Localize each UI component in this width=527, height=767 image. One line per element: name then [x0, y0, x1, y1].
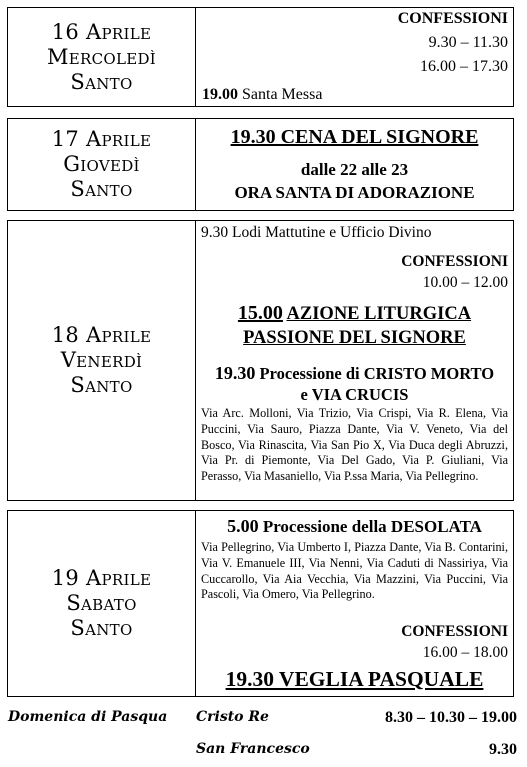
day-title [8, 119, 196, 210]
confessioni-time: 16.00 – 18.00 [422, 644, 508, 661]
day-block-18-aprile [7, 220, 514, 501]
confessioni-label: CONFESSIONI [397, 10, 508, 27]
day-suffix: Santo [70, 616, 133, 640]
footer-place-name: Cristo Re [196, 709, 269, 725]
processione-title: Processione della DESOLATA [262, 517, 482, 536]
day-weekday: Giovedì [63, 152, 140, 176]
day-suffix: Santo [70, 177, 133, 201]
confessioni-label: CONFESSIONI [401, 623, 508, 640]
azione-line-2: PASSIONE DEL SIGNORE [243, 328, 466, 348]
messa-line [202, 86, 322, 104]
confessioni-label: CONFESSIONI [401, 253, 508, 270]
cena-heading: 19.30 CENA DEL SIGNORE [230, 126, 479, 148]
day-date: 18 Aprile [51, 323, 152, 347]
day-weekday: Mercoledì [46, 44, 157, 69]
azione-title: AZIONE LITURGICA [286, 304, 472, 324]
footer-title: Domenica di Pasqua [8, 709, 168, 725]
ora-santa-label: ORA SANTA DI ADORAZIONE [234, 183, 475, 202]
day-suffix: Santo [70, 373, 133, 397]
azione-line-1 [196, 302, 513, 325]
azione-time: 15.00 [237, 302, 283, 324]
day-content [196, 511, 513, 696]
processione-route: Via Arc. Molloni, Via Trizio, Via Crispi, Via R. Elena, Via Puccini, Via Sauro, Piazza Dante, Via V. Veneto, Via del Bosco, Via Rinascita, Via San Pio X, Via Duca degli Abruzzi, Via Pr. di Piemonte, Via Del Gado, Via P. Giuliani, Via Perasso, Via Masaniello, Via P.ssa Maria, Via Pellegrino. [201, 406, 508, 484]
day-block-16-aprile [7, 7, 514, 107]
day-content [196, 119, 513, 210]
messa-label: Santa Messa [242, 86, 323, 103]
confessioni-time: 16.00 – 17.30 [420, 58, 508, 75]
day-title [8, 221, 196, 500]
footer-place-name: San Francesco [196, 741, 310, 757]
messa-time: 19.00 [202, 86, 238, 103]
ora-santa-time: dalle 22 alle 23 [300, 160, 409, 179]
day-date: 17 Aprile [51, 127, 152, 151]
processione-time: 19.30 [214, 363, 256, 383]
veglia-heading: 19.30 VEGLIA PASQUALE [225, 667, 484, 691]
processione-line-1 [196, 363, 513, 384]
processione-time: 5.00 [227, 516, 259, 536]
confessioni-time: 9.30 – 11.30 [428, 34, 508, 51]
day-weekday: Sabato [66, 591, 137, 615]
processione-title: Processione di CRISTO MORTO [259, 364, 495, 383]
day-content [196, 8, 513, 106]
day-date: 19 Aprile [51, 566, 152, 590]
day-block-19-aprile [7, 510, 514, 697]
day-title [8, 511, 196, 696]
day-block-17-aprile [7, 118, 514, 211]
footer-place-times: 9.30 [489, 741, 517, 758]
day-weekday: Venerdì [60, 348, 143, 372]
day-date: 16 Aprile [51, 19, 152, 44]
processione-line [196, 516, 513, 537]
processione-route: Via Pellegrino, Via Umberto I, Piazza Dante, Via B. Contarini, Via V. Emanuele III, Via Nenni, Via Caduti di Nassiriya, Via Cuccarollo, Via Aia Vecchia, Via Mazzini, Via Puccini, Via Pascoli, Via Omero, Via Pellegrino. [201, 540, 508, 602]
processione-line-2: e VIA CRUCIS [300, 385, 409, 404]
day-suffix: Santo [70, 69, 133, 94]
day-content [196, 221, 513, 500]
footer-place-times: 8.30 – 10.30 – 19.00 [385, 709, 517, 726]
day-title [8, 8, 196, 106]
confessioni-time: 10.00 – 12.00 [422, 274, 508, 291]
lodi-line: 9.30 Lodi Mattutine e Ufficio Divino [201, 224, 432, 241]
